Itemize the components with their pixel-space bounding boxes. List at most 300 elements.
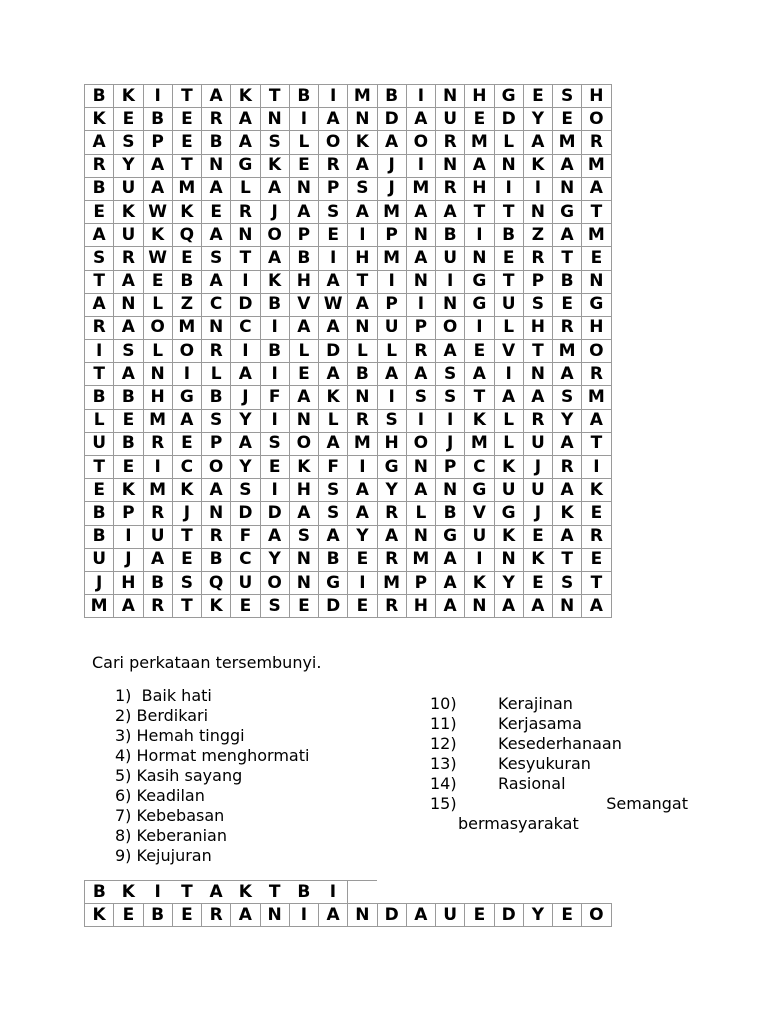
grid-cell: L: [231, 177, 260, 200]
grid-cell: J: [523, 456, 552, 479]
grid-cell: D: [494, 108, 523, 131]
grid-cell: Y: [231, 409, 260, 432]
grid-cell: T: [231, 247, 260, 270]
grid-cell: L: [143, 293, 172, 316]
grid-cell: S: [114, 131, 143, 154]
word-text: Rasional: [498, 774, 566, 793]
grid-cell: K: [260, 270, 289, 293]
grid-cell: B: [143, 904, 172, 927]
grid-cell: N: [406, 270, 435, 293]
grid-row: [85, 247, 612, 270]
grid-row: [85, 200, 612, 223]
grid-cell: G: [231, 154, 260, 177]
grid-cell: O: [436, 316, 465, 339]
grid-cell: I: [289, 904, 318, 927]
grid-cell: A: [289, 386, 318, 409]
grid-cell: J: [377, 154, 406, 177]
grid-cell: N: [523, 363, 552, 386]
grid-cell: [553, 881, 582, 904]
grid-cell: J: [523, 502, 552, 525]
grid-cell: N: [348, 316, 377, 339]
grid-cell: U: [85, 548, 114, 571]
grid-cell: R: [85, 154, 114, 177]
grid-cell: N: [436, 154, 465, 177]
grid-cell: A: [406, 247, 435, 270]
grid-cell: A: [319, 108, 348, 131]
grid-cell: I: [260, 363, 289, 386]
grid-cell: I: [406, 293, 435, 316]
grid-cell: H: [289, 479, 318, 502]
grid-cell: A: [202, 270, 231, 293]
grid-cell: A: [319, 525, 348, 548]
grid-cell: B: [289, 85, 318, 108]
grid-cell: L: [494, 316, 523, 339]
grid-row: [85, 409, 612, 432]
grid-cell: R: [85, 316, 114, 339]
grid-cell: S: [202, 409, 231, 432]
grid-cell: I: [319, 881, 348, 904]
grid-cell: F: [319, 456, 348, 479]
grid-cell: B: [202, 548, 231, 571]
grid-cell: G: [494, 85, 523, 108]
grid-cell: A: [406, 108, 435, 131]
grid-cell: D: [319, 340, 348, 363]
grid-cell: R: [143, 502, 172, 525]
grid-cell: I: [231, 270, 260, 293]
grid-cell: A: [260, 247, 289, 270]
grid-cell: A: [582, 177, 611, 200]
grid-cell: A: [143, 154, 172, 177]
grid-cell: H: [582, 85, 611, 108]
grid-cell: T: [494, 200, 523, 223]
grid-cell: N: [436, 479, 465, 502]
grid-cell: B: [289, 881, 318, 904]
grid-cell: N: [465, 247, 494, 270]
grid-cell: A: [114, 595, 143, 618]
grid-cell: O: [172, 340, 201, 363]
grid-cell: L: [319, 409, 348, 432]
grid-cell: L: [377, 340, 406, 363]
grid-cell: I: [465, 316, 494, 339]
grid-cell: A: [319, 316, 348, 339]
grid-cell: K: [114, 479, 143, 502]
grid-cell: S: [319, 200, 348, 223]
word-item: 8) Keberanian: [115, 826, 227, 845]
grid-cell: E: [494, 247, 523, 270]
grid-row: [85, 595, 612, 618]
grid-cell: S: [319, 479, 348, 502]
grid-cell: E: [348, 548, 377, 571]
grid-cell: H: [143, 386, 172, 409]
grid-cell: B: [85, 502, 114, 525]
grid-cell: A: [319, 363, 348, 386]
grid-cell: B: [202, 131, 231, 154]
grid-cell: M: [406, 548, 435, 571]
grid-cell: G: [377, 456, 406, 479]
grid-cell: J: [114, 548, 143, 571]
grid-cell: R: [523, 247, 552, 270]
grid-cell: I: [319, 85, 348, 108]
grid-cell: U: [436, 108, 465, 131]
grid-cell: O: [260, 571, 289, 594]
grid-cell: R: [202, 904, 231, 927]
grid-cell: Y: [114, 154, 143, 177]
grid-cell: H: [348, 247, 377, 270]
grid-cell: E: [172, 432, 201, 455]
grid-cell: N: [553, 177, 582, 200]
grid-cell: F: [231, 525, 260, 548]
grid-cell: M: [553, 131, 582, 154]
grid-cell: R: [553, 456, 582, 479]
grid-cell: O: [143, 316, 172, 339]
grid-cell: N: [260, 904, 289, 927]
grid-cell: C: [465, 456, 494, 479]
grid-cell: E: [465, 904, 494, 927]
grid-cell: K: [260, 154, 289, 177]
grid-cell: A: [114, 270, 143, 293]
grid-cell: E: [523, 85, 552, 108]
grid-cell: K: [143, 224, 172, 247]
grid-cell: I: [172, 363, 201, 386]
grid-cell: S: [85, 247, 114, 270]
grid-cell: N: [289, 548, 318, 571]
grid-row: [85, 177, 612, 200]
grid-cell: M: [143, 409, 172, 432]
grid-cell: U: [523, 479, 552, 502]
grid-cell: K: [494, 456, 523, 479]
word-number: 12): [430, 734, 457, 753]
grid-cell: [377, 881, 406, 904]
grid-cell: A: [231, 432, 260, 455]
grid-cell: A: [319, 904, 348, 927]
grid-cell: B: [494, 224, 523, 247]
grid-cell: R: [143, 595, 172, 618]
grid-cell: W: [143, 247, 172, 270]
grid-cell: N: [553, 595, 582, 618]
grid-cell: P: [143, 131, 172, 154]
grid-cell: E: [114, 409, 143, 432]
grid-row: [85, 571, 612, 594]
grid-cell: P: [406, 571, 435, 594]
grid-cell: K: [114, 85, 143, 108]
grid-cell: A: [143, 177, 172, 200]
grid-row: [85, 154, 612, 177]
grid-cell: A: [436, 200, 465, 223]
grid-cell: H: [289, 270, 318, 293]
grid-cell: Y: [348, 525, 377, 548]
grid-cell: I: [348, 571, 377, 594]
grid-cell: D: [319, 595, 348, 618]
grid-cell: R: [436, 177, 465, 200]
grid-cell: N: [202, 154, 231, 177]
grid-cell: L: [289, 340, 318, 363]
grid-cell: R: [377, 502, 406, 525]
grid-cell: A: [231, 904, 260, 927]
grid-cell: A: [406, 904, 435, 927]
grid-cell: D: [231, 502, 260, 525]
grid-row: [85, 293, 612, 316]
grid-cell: M: [582, 154, 611, 177]
grid-cell: S: [553, 386, 582, 409]
grid-cell: U: [494, 479, 523, 502]
grid-cell: E: [582, 247, 611, 270]
grid-cell: R: [553, 316, 582, 339]
grid-cell: B: [348, 363, 377, 386]
grid-cell: T: [172, 154, 201, 177]
grid-cell: O: [406, 432, 435, 455]
grid-row: [85, 502, 612, 525]
word-item: [430, 694, 690, 714]
grid-cell: C: [231, 548, 260, 571]
grid-cell: B: [553, 270, 582, 293]
grid-cell: K: [172, 200, 201, 223]
grid-cell: R: [377, 548, 406, 571]
word-number: 14): [430, 774, 457, 793]
grid-cell: C: [202, 293, 231, 316]
grid-cell: A: [406, 479, 435, 502]
grid-cell: G: [465, 293, 494, 316]
grid-cell: A: [377, 131, 406, 154]
grid-cell: K: [465, 571, 494, 594]
word-number: 13): [430, 754, 457, 773]
grid-row: [85, 363, 612, 386]
grid-cell: A: [436, 595, 465, 618]
grid-cell: I: [143, 456, 172, 479]
grid-cell: E: [172, 548, 201, 571]
word-item: 3) Hemah tinggi: [115, 726, 245, 745]
grid-cell: A: [289, 200, 318, 223]
word-item: 1) Baik hati: [115, 686, 212, 705]
word-number: 11): [430, 714, 457, 733]
grid-cell: S: [260, 131, 289, 154]
grid-cell: E: [582, 548, 611, 571]
grid-cell: Z: [523, 224, 552, 247]
grid-cell: O: [202, 456, 231, 479]
grid-cell: N: [582, 270, 611, 293]
grid-fragment: [84, 880, 612, 927]
grid-cell: R: [377, 595, 406, 618]
grid-cell: H: [465, 85, 494, 108]
grid-cell: A: [406, 200, 435, 223]
grid-cell: A: [231, 131, 260, 154]
grid-cell: F: [260, 386, 289, 409]
grid-cell: O: [260, 224, 289, 247]
grid-cell: A: [202, 224, 231, 247]
grid-cell: S: [348, 177, 377, 200]
grid-cell: U: [143, 525, 172, 548]
grid-cell: U: [231, 571, 260, 594]
grid-cell: E: [202, 200, 231, 223]
grid-cell: S: [260, 595, 289, 618]
grid-cell: T: [553, 247, 582, 270]
word-text: Kerjasama: [498, 714, 582, 733]
grid-cell: N: [494, 154, 523, 177]
grid-cell: A: [172, 409, 201, 432]
grid-cell: E: [289, 154, 318, 177]
word-text: Kerajinan: [498, 694, 573, 713]
grid-cell: C: [231, 316, 260, 339]
grid-cell: S: [172, 571, 201, 594]
grid-cell: M: [582, 386, 611, 409]
grid-cell: O: [582, 904, 611, 927]
grid-cell: B: [436, 502, 465, 525]
word-text: Semangat: [606, 794, 688, 813]
word-search-grid: [84, 84, 612, 618]
grid-cell: I: [260, 409, 289, 432]
grid-cell: W: [143, 200, 172, 223]
grid-cell: N: [348, 904, 377, 927]
grid-cell: G: [465, 479, 494, 502]
grid-cell: N: [231, 224, 260, 247]
grid-cell: M: [582, 224, 611, 247]
grid-cell: A: [582, 595, 611, 618]
grid-cell: E: [348, 595, 377, 618]
grid-cell: A: [582, 409, 611, 432]
grid-cell: H: [523, 316, 552, 339]
grid-row: [85, 456, 612, 479]
grid-cell: R: [406, 340, 435, 363]
grid-cell: I: [436, 409, 465, 432]
grid-row: [85, 340, 612, 363]
grid-cell: I: [406, 409, 435, 432]
grid-cell: I: [465, 548, 494, 571]
grid-cell: E: [553, 293, 582, 316]
grid-cell: Y: [377, 479, 406, 502]
grid-cell: T: [348, 270, 377, 293]
grid-cell: N: [143, 363, 172, 386]
grid-cell: I: [377, 270, 406, 293]
grid-row: [85, 525, 612, 548]
grid-cell: Q: [172, 224, 201, 247]
grid-cell: T: [260, 85, 289, 108]
grid-cell: R: [143, 432, 172, 455]
grid-cell: [582, 881, 611, 904]
grid-cell: N: [348, 108, 377, 131]
grid-cell: A: [494, 595, 523, 618]
grid-cell: A: [436, 548, 465, 571]
grid-cell: T: [85, 363, 114, 386]
grid-cell: A: [202, 881, 231, 904]
grid-cell: L: [494, 432, 523, 455]
grid-cell: E: [143, 270, 172, 293]
grid-cell: O: [582, 108, 611, 131]
grid-cell: A: [523, 131, 552, 154]
word-number: 15): [430, 794, 457, 813]
word-item: [430, 734, 690, 754]
grid-cell: E: [85, 479, 114, 502]
grid-cell: W: [319, 293, 348, 316]
grid-cell: E: [553, 904, 582, 927]
grid-cell: M: [465, 432, 494, 455]
grid-cell: Y: [231, 456, 260, 479]
grid-cell: H: [114, 571, 143, 594]
grid-cell: M: [377, 571, 406, 594]
grid-cell: M: [172, 177, 201, 200]
grid-cell: I: [85, 340, 114, 363]
grid-cell: O: [289, 432, 318, 455]
grid-cell: E: [523, 571, 552, 594]
grid-cell: H: [377, 432, 406, 455]
instruction-text: Cari perkataan tersembunyi.: [92, 653, 322, 672]
grid-cell: E: [231, 595, 260, 618]
grid-cell: B: [436, 224, 465, 247]
grid-cell: K: [523, 548, 552, 571]
grid-cell: A: [85, 224, 114, 247]
grid-cell: E: [289, 595, 318, 618]
grid-cell: D: [377, 904, 406, 927]
grid-row: [85, 224, 612, 247]
grid-cell: T: [172, 85, 201, 108]
grid-cell: S: [114, 340, 143, 363]
grid-cell: M: [553, 340, 582, 363]
grid-cell: S: [553, 571, 582, 594]
grid-cell: A: [231, 108, 260, 131]
grid-cell: I: [465, 224, 494, 247]
grid-cell: Y: [494, 571, 523, 594]
grid-cell: R: [582, 525, 611, 548]
grid-cell: A: [377, 525, 406, 548]
grid-cell: A: [319, 270, 348, 293]
grid-cell: N: [436, 293, 465, 316]
grid-cell: E: [582, 502, 611, 525]
grid-cell: P: [114, 502, 143, 525]
grid-cell: J: [377, 177, 406, 200]
grid-cell: S: [553, 85, 582, 108]
grid-cell: O: [319, 131, 348, 154]
grid-cell: I: [523, 177, 552, 200]
grid-cell: E: [172, 247, 201, 270]
grid-cell: G: [582, 293, 611, 316]
grid-cell: E: [114, 108, 143, 131]
grid-cell: S: [436, 386, 465, 409]
grid-cell: N: [406, 525, 435, 548]
grid-cell: E: [465, 108, 494, 131]
grid-cell: Q: [202, 571, 231, 594]
grid-cell: K: [465, 409, 494, 432]
grid-cell: A: [494, 386, 523, 409]
grid-row: [85, 131, 612, 154]
grid-cell: P: [377, 293, 406, 316]
grid-cell: N: [406, 224, 435, 247]
grid-cell: B: [85, 525, 114, 548]
grid-cell: T: [85, 270, 114, 293]
word-item: 5) Kasih sayang: [115, 766, 243, 785]
grid-cell: M: [172, 316, 201, 339]
grid-row: [85, 85, 612, 108]
grid-cell: U: [465, 525, 494, 548]
word-list-right: [430, 694, 690, 833]
grid-cell: J: [260, 200, 289, 223]
word-item: 6) Keadilan: [115, 786, 205, 805]
grid-cell: T: [465, 200, 494, 223]
grid-cell: N: [114, 293, 143, 316]
grid-cell: T: [465, 386, 494, 409]
grid-cell: A: [202, 177, 231, 200]
grid-cell: P: [406, 316, 435, 339]
grid-cell: H: [406, 595, 435, 618]
grid-cell: A: [85, 131, 114, 154]
grid-cell: Y: [523, 108, 552, 131]
grid-cell: P: [436, 456, 465, 479]
grid-cell: A: [319, 432, 348, 455]
grid-cell: V: [494, 340, 523, 363]
grid-cell: M: [465, 131, 494, 154]
grid-cell: B: [143, 108, 172, 131]
grid-cell: U: [114, 177, 143, 200]
grid-cell: G: [553, 200, 582, 223]
grid-cell: N: [289, 177, 318, 200]
grid-cell: A: [85, 293, 114, 316]
